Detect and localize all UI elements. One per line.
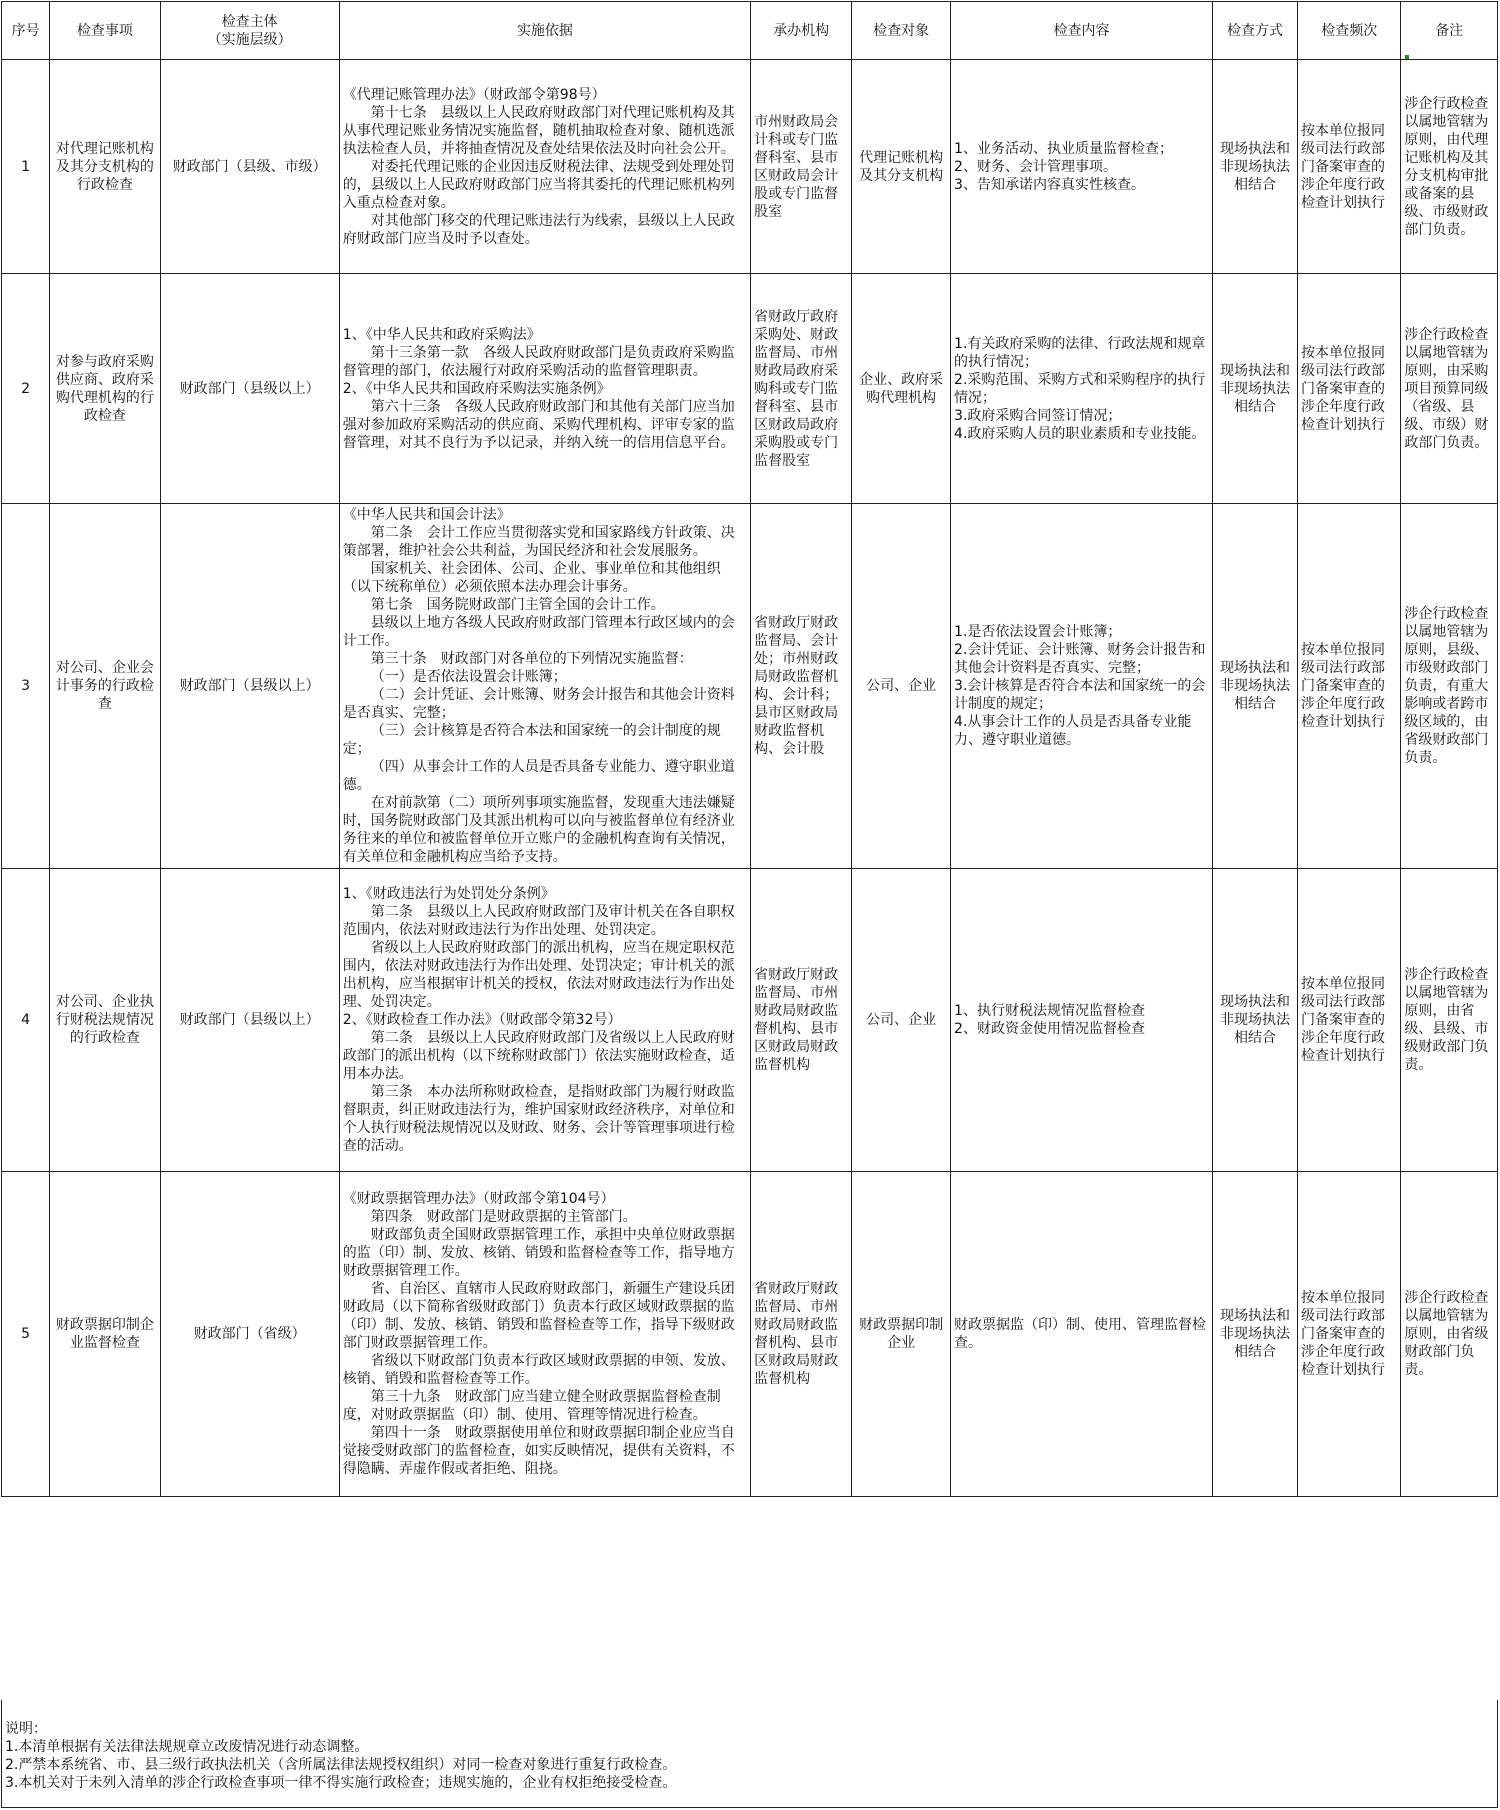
inspection-object: 公司、企业 bbox=[852, 869, 951, 1172]
column-header-line: 检查方式 bbox=[1227, 22, 1283, 39]
basis-paragraph: 省级以下财政部门负责本行政区域财政票据的申领、发放、核销、销毁和监督检查等工作。 bbox=[342, 1353, 735, 1387]
inspection-subject: 财政部门（省级） bbox=[160, 1172, 339, 1497]
basis-paragraph: 对委托代理记账的企业因违反财税法律、法规受到处理处罚的，县级以上人民政府财政部门应当将其委托的代理记账机构列入重点检查对象。 bbox=[342, 158, 735, 211]
remark: 涉企行政检查以属地管辖为原则，由省级、县级、市级财政部门负责。 bbox=[1401, 869, 1498, 1172]
row-number: 5 bbox=[2, 1172, 50, 1497]
legal-basis bbox=[339, 1172, 750, 1497]
table-row bbox=[2, 1172, 1498, 1497]
basis-paragraph: 第六十三条 各级人民政府财政部门和其他有关部门应当加强对参加政府采购活动的供应商、采购代理机构、评审专家的监督管理，对其不良行为予以记录，并纳入统一的信用信息平台。 bbox=[342, 398, 735, 451]
column-header-line: 检查频次 bbox=[1321, 22, 1378, 39]
inspection-frequency: 按本单位报同级司法行政部门备案审查的涉企年度行政检查计划执行 bbox=[1298, 1172, 1401, 1497]
legal-basis bbox=[339, 504, 750, 869]
basis-paragraph: （三）会计核算是否符合本法和国家统一的会计制度的规定； bbox=[342, 723, 721, 757]
inspection-subject: 财政部门（县级以上） bbox=[160, 869, 339, 1172]
basis-paragraph: 第七条 国务院财政部门主管全国的会计工作。 bbox=[370, 597, 665, 613]
notes-section bbox=[1, 1700, 1498, 1808]
basis-paragraph: 第二条 县级以上人民政府财政部门及审计机关在各自职权范围内，依法对财政违法行为作出处理、处罚决定。 bbox=[342, 904, 735, 938]
column-header bbox=[852, 2, 951, 60]
remark: 涉企行政检查以属地管辖为原则，由采购项目预算同级（省级、县级、市级）财政部门负责。 bbox=[1401, 274, 1498, 504]
column-header bbox=[751, 2, 852, 60]
content-line: 4.从事会计工作的人员是否具备专业能力、遵守职业道德。 bbox=[954, 714, 1192, 748]
content-line: 4.政府采购人员的职业素质和专业技能。 bbox=[954, 425, 1206, 442]
basis-paragraph: 县级以上地方各级人民政府财政部门管理本行政区域内的会计工作。 bbox=[342, 615, 735, 649]
inspection-item: 对参与政府采购供应商、政府采购代理机构的行政检查 bbox=[50, 274, 160, 504]
column-header-line: 序号 bbox=[11, 22, 40, 39]
row-number: 4 bbox=[2, 869, 50, 1172]
content-line: 1.是否依法设置会计账簿； bbox=[954, 624, 1122, 640]
column-header bbox=[1298, 2, 1401, 60]
column-header-line: 检查事项 bbox=[76, 22, 133, 39]
basis-paragraph: 第三十条 财政部门对各单位的下列情况实施监督： bbox=[370, 651, 693, 667]
table-row bbox=[2, 274, 1498, 504]
inspection-frequency: 按本单位报同级司法行政部门备案审查的涉企年度行政检查计划执行 bbox=[1298, 274, 1401, 504]
column-header-line: 检查主体 bbox=[221, 13, 278, 30]
note-line: 3.本机关对于未列入清单的涉企行政检查事项一律不得实施行政检查；违规实施的，企业有权拒绝接受检查。 bbox=[5, 1775, 677, 1791]
inspection-item: 对公司、企业执行财税法规情况的行政检查 bbox=[50, 869, 160, 1172]
content-line: 2.采购范围、采购方式和采购程序的执行情况； bbox=[954, 371, 1206, 406]
row-number: 2 bbox=[2, 274, 50, 504]
cell-marker bbox=[1405, 55, 1409, 59]
content-line: 2.会计凭证、会计账簿、财务会计报告和其他会计资料是否真实、完整； bbox=[954, 642, 1206, 676]
row-number: 1 bbox=[2, 60, 50, 274]
notes-title: 说明： bbox=[5, 1721, 47, 1737]
basis-paragraph: 《代理记账管理办法》（财政部令第98号） bbox=[342, 86, 606, 103]
inspection-method: 现场执法和非现场执法相结合 bbox=[1213, 60, 1298, 274]
note-line: 2.严禁本系统省、市、县三级行政执法机关（含所属法律法规授权组织）对同一检查对象进行重复行政检查。 bbox=[5, 1757, 677, 1773]
basis-paragraph: 国家机关、社会团体、公司、企业、事业单位和其他组织（以下统称单位）必须依照本法办理会计事务。 bbox=[342, 561, 721, 595]
column-header bbox=[2, 2, 50, 60]
content-line: 3.政府采购合同签订情况； bbox=[954, 407, 1122, 424]
remark: 涉企行政检查以属地管辖为原则，由省级财政部门负责。 bbox=[1401, 1172, 1498, 1497]
remark: 涉企行政检查以属地管辖为原则，县级、市级财政部门负责，有重大影响或者跨市级区域的，由省级财政部门负责。 bbox=[1401, 504, 1498, 869]
inspection-item: 对代理记账机构及其分支机构的行政检查 bbox=[50, 60, 160, 274]
table-row bbox=[2, 504, 1498, 869]
basis-paragraph: 在对前款第（二）项所列事项实施监督，发现重大违法嫌疑时，国务院财政部门及其派出机构可以向与被监督单位有经济业务往来的单位和被监督单位开立账户的金融机构查询有关情况，有关单位和金融机构应当给予支持。 bbox=[342, 795, 735, 865]
content-line: 财政票据监（印）制、使用、管理监督检查。 bbox=[954, 1317, 1207, 1351]
inspection-object: 企业、政府采购代理机构 bbox=[852, 274, 951, 504]
inspection-object: 公司、企业 bbox=[852, 504, 951, 869]
inspection-object: 代理记账机构及其分支机构 bbox=[852, 60, 951, 274]
basis-paragraph: 1、《财政违法行为处罚处分条例》 bbox=[342, 886, 555, 902]
basis-paragraph: 第三十九条 财政部门应当建立健全财政票据监督检查制度，对财政票据监（印）制、使用、管理等情况进行检查。 bbox=[342, 1389, 721, 1423]
inspection-method: 现场执法和非现场执法相结合 bbox=[1213, 504, 1298, 869]
inspection-item: 财政票据印制企业监督检查 bbox=[50, 1172, 160, 1497]
column-header bbox=[160, 2, 339, 60]
content-line: 1、执行财税法规情况监督检查 bbox=[954, 1003, 1145, 1019]
basis-paragraph: 财政部负责全国财政票据管理工作，承担中央单位财政票据的监（印）制、发放、核销、销毁和监督检查等工作，指导地方财政票据管理工作。 bbox=[342, 1227, 735, 1279]
inspection-subject: 财政部门（县级以上） bbox=[160, 274, 339, 504]
basis-paragraph: （四）从事会计工作的人员是否具备专业能力、遵守职业道德。 bbox=[342, 759, 735, 793]
column-header-line: 实施依据 bbox=[516, 22, 573, 39]
basis-paragraph: 对其他部门移交的代理记账违法行为线索，县级以上人民政府财政部门应当及时予以查处。 bbox=[342, 212, 735, 247]
legal-basis bbox=[339, 274, 750, 504]
column-header bbox=[339, 2, 750, 60]
basis-paragraph: 第十三条第一款 各级人民政府财政部门是负责政府采购监督管理的部门，依法履行对政府采购活动的监督管理职责。 bbox=[342, 344, 735, 379]
basis-paragraph: 第二条 会计工作应当贯彻落实党和国家路线方针政策、决策部署，维护社会公共利益，为国民经济和社会发展服务。 bbox=[342, 525, 735, 559]
inspection-content bbox=[951, 504, 1213, 869]
inspection-subject: 财政部门（县级以上） bbox=[160, 504, 339, 869]
basis-paragraph: 2、《财政检查工作办法》（财政部令第32号） bbox=[342, 1012, 622, 1028]
column-header-line: （实施层级） bbox=[207, 31, 292, 48]
handling-agency: 省财政厅政府采购处、财政监督局、市州财政局政府采购科或专门监督科室、县市区财政局政府采购股或专门监督股室 bbox=[751, 274, 852, 504]
inspection-item: 对公司、企业会计事务的行政检查 bbox=[50, 504, 160, 869]
content-line: 3、告知承诺内容真实性核查。 bbox=[954, 176, 1145, 193]
basis-paragraph: （一）是否依法设置会计账簿； bbox=[370, 669, 567, 685]
row-number: 3 bbox=[2, 504, 50, 869]
basis-paragraph: 《中华人民共和国会计法》 bbox=[342, 507, 511, 523]
column-header bbox=[50, 2, 160, 60]
basis-paragraph: 第二条 县级以上人民政府财政部门及省级以上人民政府财政部门的派出机构（以下统称财政部门）依法实施财政检查，适用本办法。 bbox=[342, 1030, 735, 1082]
remark: 涉企行政检查以属地管辖为原则，由代理记账机构及其分支机构审批或备案的县级、市级财政部门负责。 bbox=[1401, 60, 1498, 274]
basis-paragraph: （二）会计凭证、会计账簿、财务会计报告和其他会计资料是否真实、完整； bbox=[342, 687, 735, 721]
inspection-frequency: 按本单位报同级司法行政部门备案审查的涉企年度行政检查计划执行 bbox=[1298, 504, 1401, 869]
inspection-method: 现场执法和非现场执法相结合 bbox=[1213, 1172, 1298, 1497]
column-header-line: 检查内容 bbox=[1053, 22, 1110, 39]
legal-basis bbox=[339, 869, 750, 1172]
inspection-frequency: 按本单位报同级司法行政部门备案审查的涉企年度行政检查计划执行 bbox=[1298, 60, 1401, 274]
column-header bbox=[951, 2, 1213, 60]
inspection-content bbox=[951, 274, 1213, 504]
table-row bbox=[2, 869, 1498, 1172]
inspection-subject: 财政部门（县级、市级） bbox=[160, 60, 339, 274]
basis-paragraph: 2、《中华人民共和国政府采购法实施条例》 bbox=[342, 380, 611, 397]
inspection-frequency: 按本单位报同级司法行政部门备案审查的涉企年度行政检查计划执行 bbox=[1298, 869, 1401, 1172]
basis-paragraph: 1、《中华人民共和政府采购法》 bbox=[342, 326, 541, 343]
column-header bbox=[1401, 2, 1498, 60]
handling-agency: 省财政厅财政监督局、市州财政局财政监督机构、县市区财政局财政监督机构 bbox=[751, 1172, 852, 1497]
column-header-line: 备注 bbox=[1435, 22, 1464, 39]
handling-agency: 省财政厅财政监督局、会计处；市州财政局财政监督机构、会计科；县市区财政局财政监督机构、会计股 bbox=[751, 504, 852, 869]
note-line: 1.本清单根据有关法律法规规章立改废情况进行动态调整。 bbox=[5, 1739, 369, 1755]
inspection-method: 现场执法和非现场执法相结合 bbox=[1213, 869, 1298, 1172]
inspection-table bbox=[1, 1, 1498, 1497]
content-line: 2、财务、会计管理事项。 bbox=[954, 158, 1117, 175]
column-header-line: 承办机构 bbox=[773, 22, 830, 39]
inspection-method: 现场执法和非现场执法相结合 bbox=[1213, 274, 1298, 504]
content-line: 3.会计核算是否符合本法和国家统一的会计制度的规定； bbox=[954, 678, 1206, 712]
inspection-content bbox=[951, 60, 1213, 274]
content-line: 1.有关政府采购的法律、行政法规和规章的执行情况； bbox=[954, 335, 1206, 370]
basis-paragraph: 《财政票据管理办法》（财政部令第104号） bbox=[342, 1191, 615, 1207]
basis-paragraph: 省级以上人民政府财政部门的派出机构，应当在规定职权范围内，依法对财政违法行为作出处理、处罚决定；审计机关的派出机构，应当根据审计机关的授权，依法对财政违法行为作出处理、处罚决定。 bbox=[342, 940, 735, 1010]
basis-paragraph: 第四十一条 财政票据使用单位和财政票据印制企业应当自觉接受财政部门的监督检查，如实反映情况，提供有关资料，不得隐瞒、弄虚作假或者拒绝、阻挠。 bbox=[342, 1425, 735, 1477]
basis-paragraph: 第三条 本办法所称财政检查，是指财政部门为履行财政监督职责，纠正财政违法行为，维护国家财政经济秩序，对单位和个人执行财税法规情况以及财政、财务、会计等管理事项进行检查的活动。 bbox=[342, 1084, 735, 1154]
header-row bbox=[2, 2, 1498, 60]
basis-paragraph: 第十七条 县级以上人民政府财政部门对代理记账机构及其从事代理记账业务情况实施监督，随机抽取检查对象、随机选派执法检查人员，并将抽查情况及查处结果依法及时向社会公开。 bbox=[342, 104, 735, 157]
column-header bbox=[1213, 2, 1298, 60]
handling-agency: 省财政厅财政监督局、市州财政局财政监督机构、县市区财政局财政监督机构 bbox=[751, 869, 852, 1172]
column-header-line: 检查对象 bbox=[873, 22, 930, 39]
inspection-object: 财政票据印制企业 bbox=[852, 1172, 951, 1497]
basis-paragraph: 第四条 财政部门是财政票据的主管部门。 bbox=[370, 1209, 637, 1225]
legal-basis bbox=[339, 60, 750, 274]
inspection-content bbox=[951, 1172, 1213, 1497]
inspection-content bbox=[951, 869, 1213, 1172]
table-row bbox=[2, 60, 1498, 274]
basis-paragraph: 省、自治区、直辖市人民政府财政部门，新疆生产建设兵团财政局（以下简称省级财政部门）负责本行政区域财政票据的监（印）制、发放、核销、销毁和监督检查等工作，指导下级财政部门财政票据管理工作。 bbox=[342, 1281, 735, 1351]
handling-agency: 市州财政局会计科或专门监督科室、县市区财政局会计股或专门监督股室 bbox=[751, 60, 852, 274]
content-line: 2、财政资金使用情况监督检查 bbox=[954, 1021, 1145, 1037]
content-line: 1、业务活动、执业质量监督检查； bbox=[954, 140, 1173, 157]
